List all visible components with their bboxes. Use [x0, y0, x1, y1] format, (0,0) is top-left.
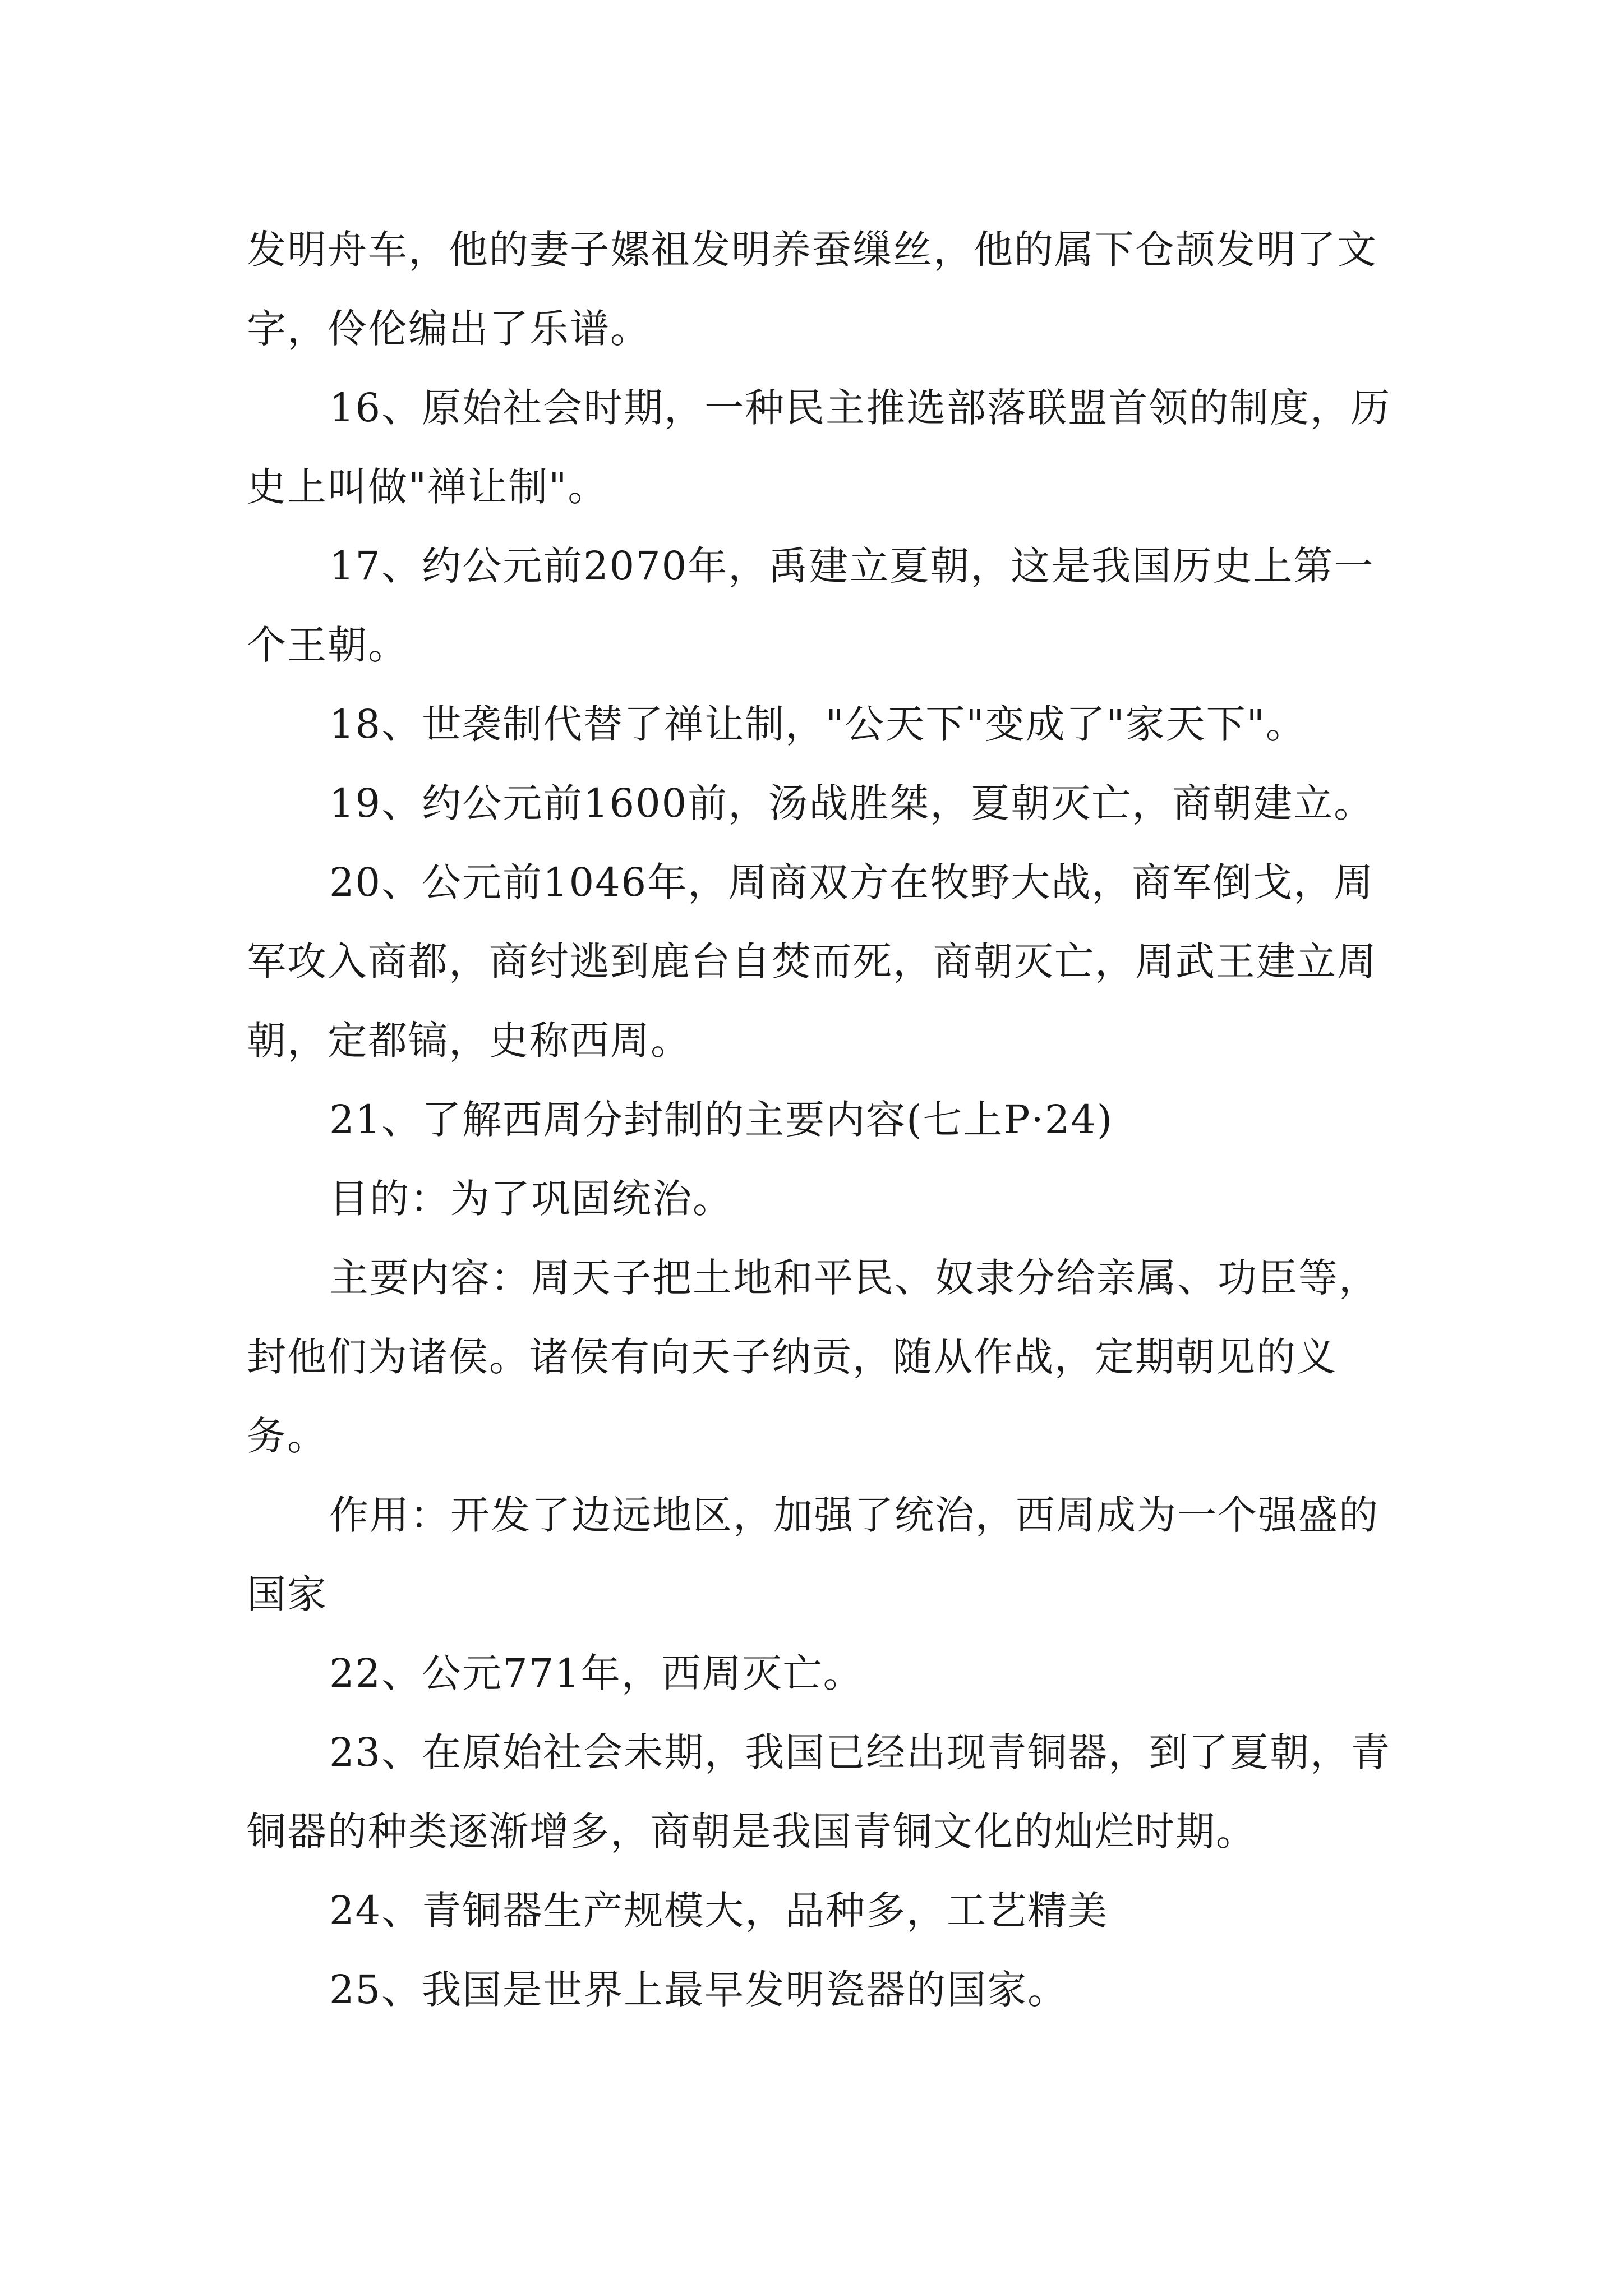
document-body: [247, 210, 1396, 2030]
paragraph-24: 24、青铜器生产规模大，品种多，工艺精美: [329, 1888, 1109, 1934]
paragraph-22: 22、公元771年，西周灭亡。: [329, 1650, 864, 1696]
paragraph-21: 21、了解西周分封制的主要内容(七上P·24): [329, 1097, 1114, 1143]
paragraph-16: 16、原始社会时期，一种民主推选部落联盟首领的制度，历史上叫做"禅让制"。: [247, 385, 1391, 510]
paragraph-17: 17、约公元前2070年，禹建立夏朝，这是我国历史上第一个王朝。: [247, 543, 1375, 668]
paragraph-continuation: 发明舟车，他的妻子嫘祖发明养蚕缫丝，他的属下仓颉发明了文字，伶伦编出了乐谱。: [247, 227, 1377, 352]
paragraph-23: 23、在原始社会未期，我国已经出现青铜器，到了夏朝，青铜器的种类逐渐增多，商朝是我国青铜文化的灿烂时期。: [247, 1729, 1391, 1855]
paragraph-20: 20、公元前1046年，周商双方在牧野大战，商军倒戈，周军攻入商都，商纣逃到鹿台自焚而死，商朝灭亡，周武王建立周朝，定都镐，史称西周。: [247, 859, 1377, 1064]
paragraph-purpose: 目的：为了巩固统治。: [329, 1176, 733, 1222]
paragraph-25: 25、我国是世界上最早发明瓷器的国家。: [329, 1967, 1068, 2013]
paragraph-main-content: 主要内容：周天子把土地和平民、奴隶分给亲属、功臣等，封他们为诸侯。诸侯有向天子纳贡，随从作战，定期朝见的义务。: [247, 1255, 1379, 1459]
paragraph-19: 19、约公元前1600前，汤战胜桀，夏朝灭亡，商朝建立。: [329, 780, 1375, 826]
paragraph-18: 18、世袭制代替了禅让制，"公天下"变成了"家天下"。: [329, 701, 1306, 747]
paragraph-effect: 作用：开发了边远地区，加强了统治，西周成为一个强盛的国家: [247, 1492, 1379, 1617]
